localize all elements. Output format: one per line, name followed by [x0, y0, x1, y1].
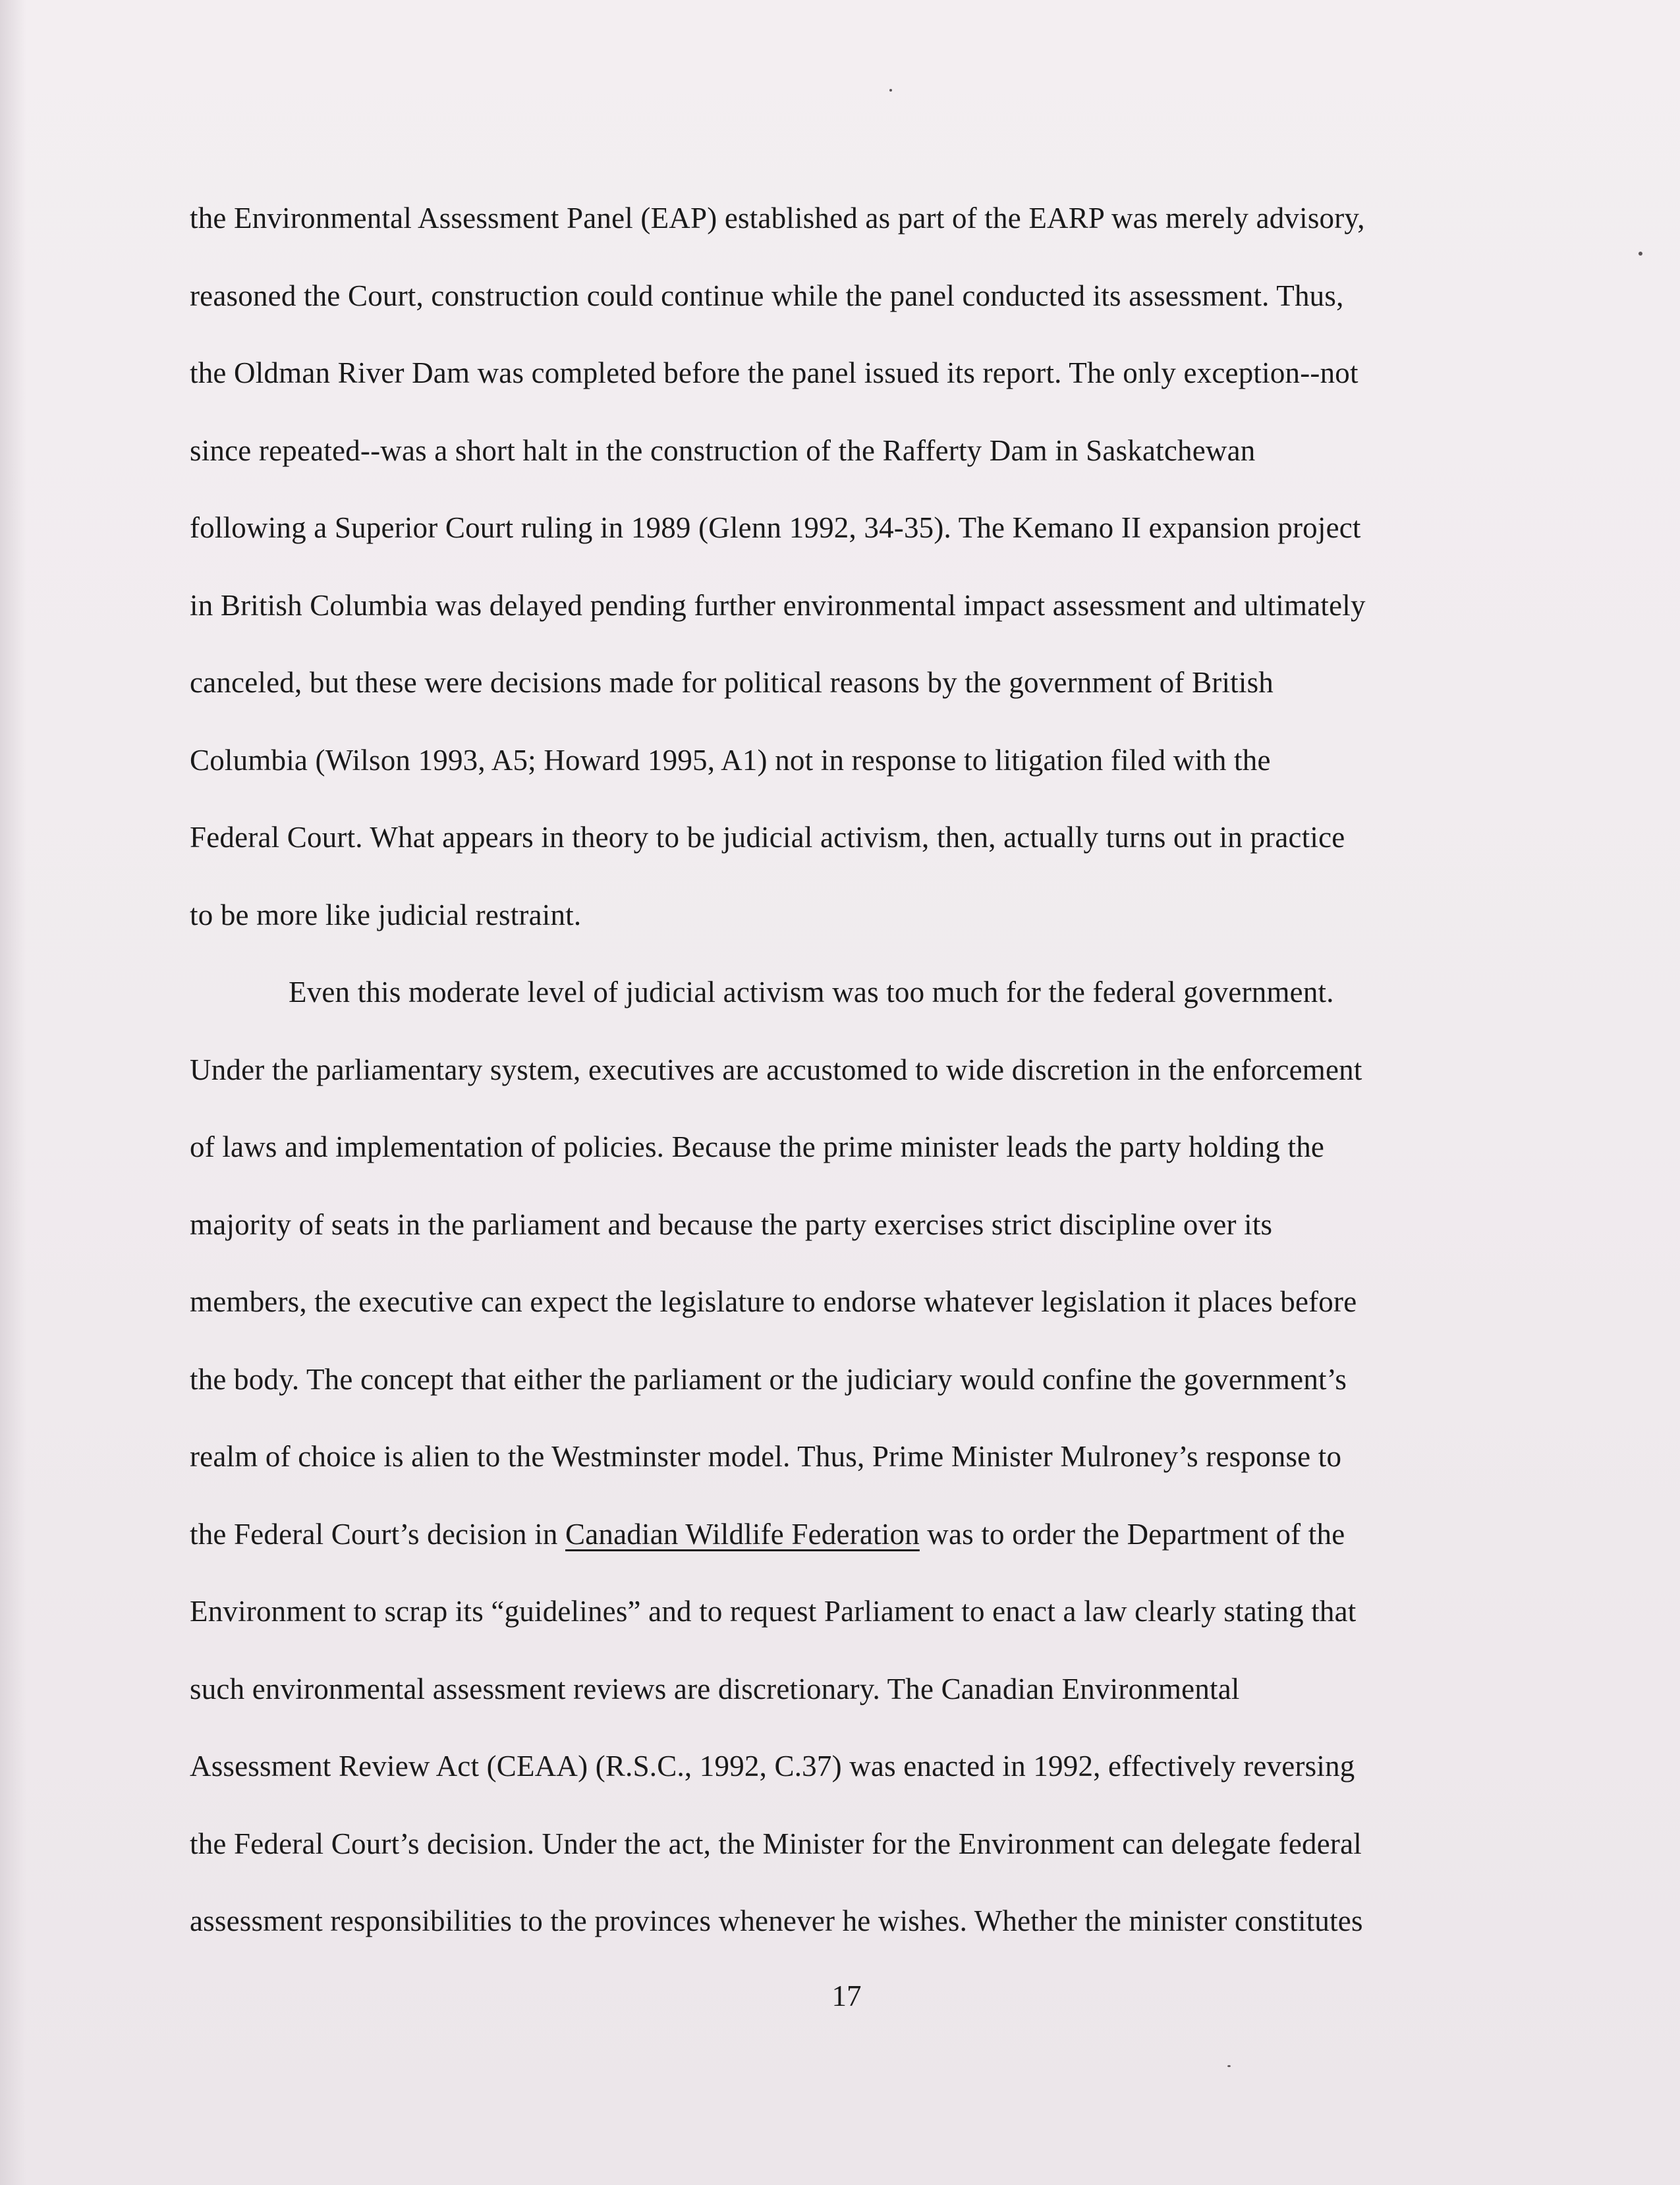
text-line: the Oldman River Dam was completed before the panel issued its report. The only exception--not [190, 356, 1358, 389]
text-line: such environmental assessment reviews are discretionary. The Canadian Environmental [190, 1672, 1240, 1705]
text-line [190, 1511, 1507, 1589]
paragraph-start-line: Even this moderate level of judicial activism was too much for the federal government. [289, 976, 1334, 1009]
text-line: the Federal Court’s decision. Under the act, the Minister for the Environment can delegate federal [190, 1827, 1362, 1860]
body-text [190, 195, 1507, 1976]
text-line: since repeated--was a short halt in the construction of the Rafferty Dam in Saskatchewan [190, 433, 1256, 467]
case-name-underlined: Canadian Wildlife Federation [565, 1517, 920, 1551]
text-line: Environment to scrap its “guidelines” and to request Parliament to enact a law clearly stating that [190, 1595, 1357, 1628]
text-line: majority of seats in the parliament and because the party exercises strict discipline over its [190, 1207, 1273, 1241]
text-line: the Environmental Assessment Panel (EAP) established as part of the EARP was merely advisory, [190, 202, 1365, 235]
text-line: realm of choice is alien to the Westminster model. Thus, Prime Minister Mulroney’s response to [190, 1440, 1342, 1473]
text-line: reasoned the Court, construction could continue while the panel conducted its assessment. Thus, [190, 279, 1344, 312]
text-line: Under the parliamentary system, executives are accustomed to wide discretion in the enforcement [190, 1053, 1362, 1086]
text-line: of laws and implementation of policies. Because the prime minister leads the party holding the [190, 1130, 1325, 1163]
text-line: to be more like judicial restraint. [190, 898, 582, 931]
text-line: canceled, but these were decisions made for political reasons by the government of British [190, 666, 1274, 699]
text-line: the body. The concept that either the parliament or the judiciary would confine the government’s [190, 1362, 1347, 1396]
text-segment: the Federal Court’s decision in [190, 1517, 566, 1551]
page-edge-shadow [0, 0, 26, 2185]
text-line: Columbia (Wilson 1993, A5; Howard 1995, A1) not in response to litigation filed with the [190, 743, 1271, 777]
text-line: assessment responsibilities to the provinces whenever he wishes. Whether the minister constitutes [190, 1904, 1363, 1937]
text-line: following a Superior Court ruling in 1989 (Glenn 1992, 34-35). The Kemano II expansion project [190, 511, 1361, 544]
text-segment: was to order the Department of the [919, 1517, 1345, 1551]
text-line: Assessment Review Act (CEAA) (R.S.C., 1992, C.37) was enacted in 1992, effectively reversing [190, 1750, 1355, 1783]
paper-speck [889, 89, 892, 92]
paper-speck [1227, 2065, 1231, 2067]
text-line: in British Columbia was delayed pending further environmental impact assessment and ultimately [190, 588, 1366, 622]
text-line: members, the executive can expect the legislature to endorse whatever legislation it places before [190, 1285, 1357, 1318]
paper-speck [1638, 252, 1642, 256]
text-line: Federal Court. What appears in theory to be judicial activism, then, actually turns out in practice [190, 821, 1345, 854]
page-number: 17 [831, 1979, 862, 2012]
